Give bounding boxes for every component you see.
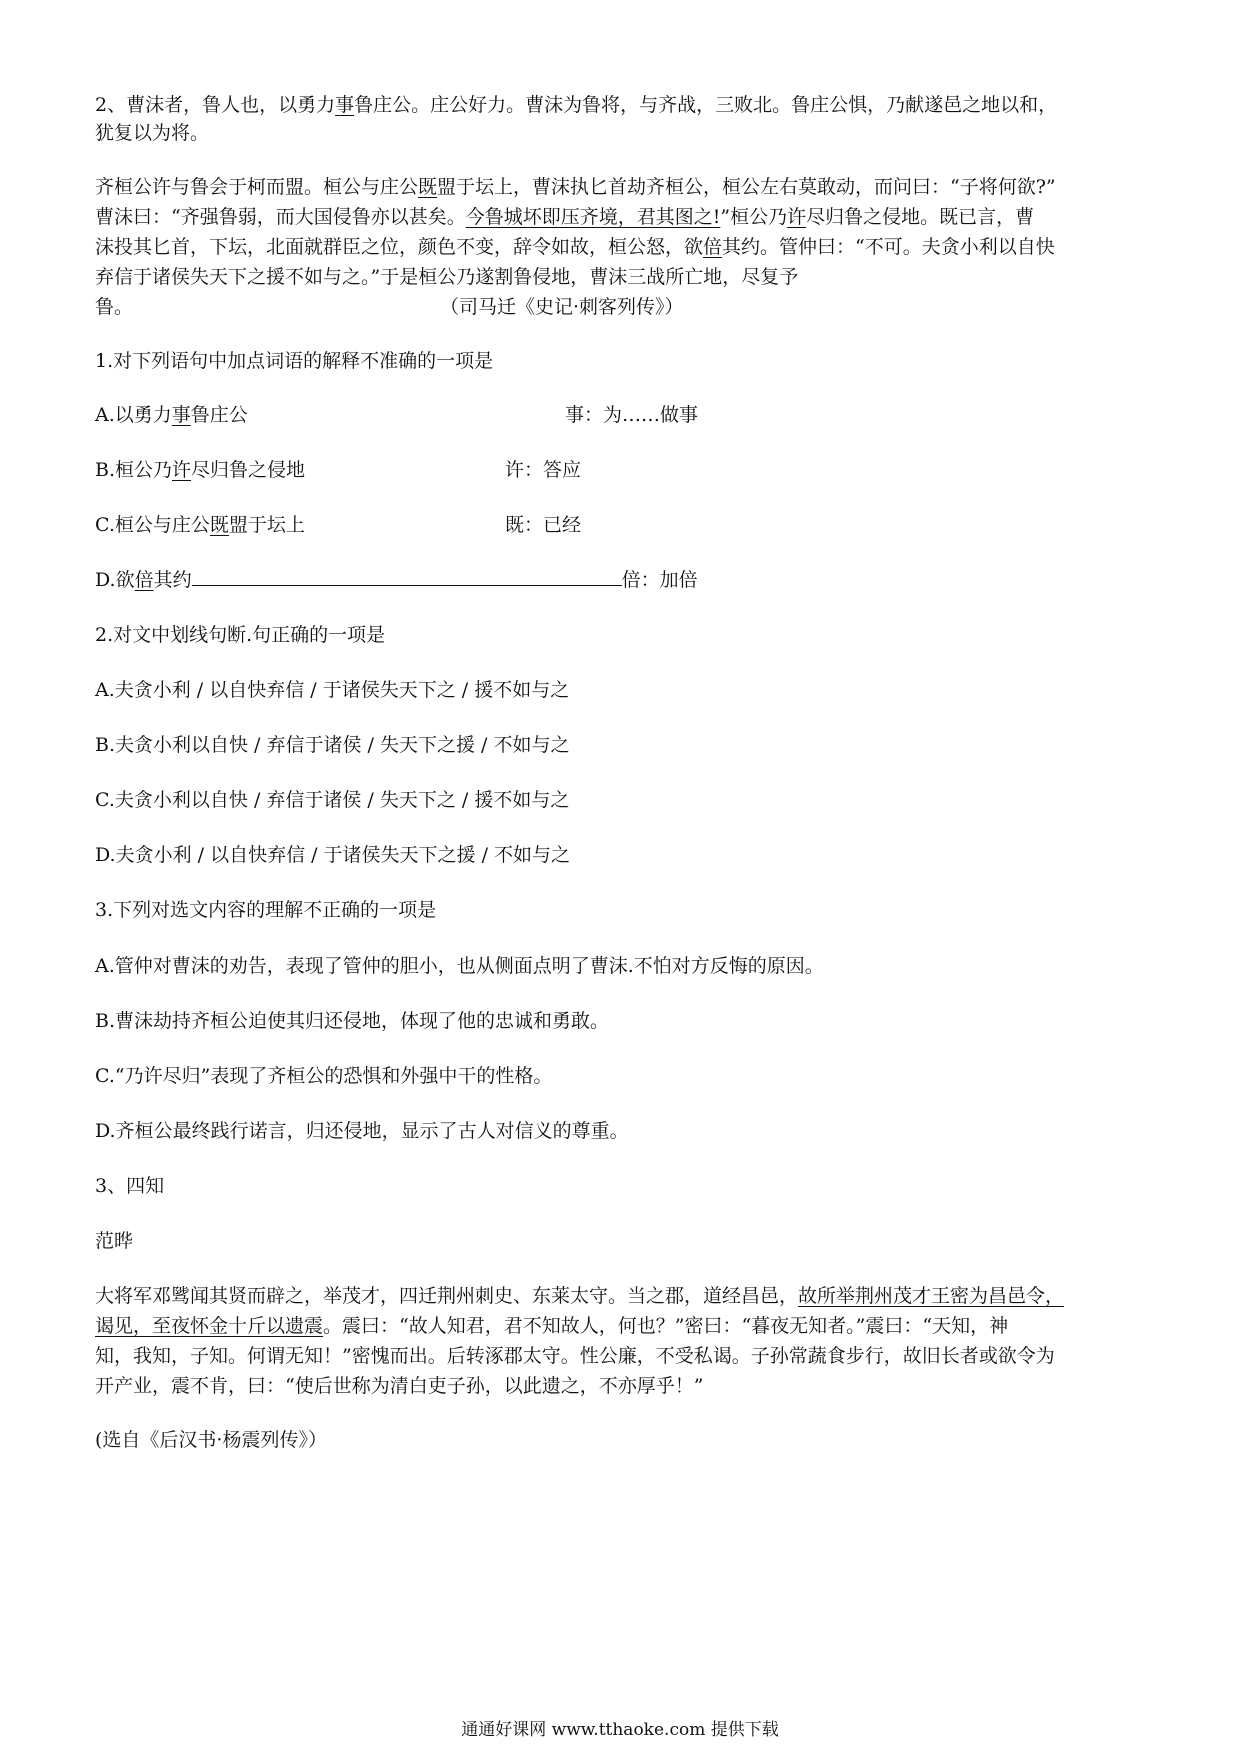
passage3-line: 谒见，至夜怀金十斤以遗震。震曰：“故人知君，君不知故人，何也？”密曰：“暮夜无知者。”震曰：“天知，神 (95, 1315, 1009, 1337)
author: 范晔 (95, 1230, 134, 1252)
option-c: C.夫贪小利以自快 / 弃信于诸侯 / 失天下之 / 援不如与之 (95, 789, 570, 811)
passage2-line: 鲁。 (95, 296, 134, 318)
passage2-line: 齐桓公许与鲁会于柯而盟。桓公与庄公既盟于坛上，曹沫执匕首劫齐桓公，桓公左右莫敢动，而问曰：“子将何欲?” (95, 176, 1056, 198)
source-citation: （司马迁《史记·刺客列传》） (440, 296, 684, 318)
question-stem: 3.下列对选文内容的理解不正确的一项是 (95, 899, 437, 921)
passage2-line: 犹复以为将。 (95, 122, 210, 144)
option-b-definition: 许：答应 (505, 459, 582, 481)
section-title: 3、四知 (95, 1175, 165, 1197)
marked-word: 许 (172, 459, 192, 481)
passage2-line: 2、曹沫者，鲁人也，以勇力事鲁庄公。庄公好力。曹沫为鲁将，与齐战，三败北。鲁庄公惧，乃献遂邑之地以和， (95, 94, 1058, 116)
option-c: C.“乃许尽归”表现了齐桓公的恐惧和外强中干的性格。 (95, 1065, 553, 1087)
marked-word: 事 (335, 94, 355, 116)
marked-word: 倍 (703, 236, 723, 258)
marked-word: 许 (787, 206, 807, 228)
marked-word: 既 (209, 514, 229, 536)
passage2-line: 曹沫曰：“齐强鲁弱，而大国侵鲁亦以甚矣。今鲁城坏即压齐境，君其图之!”桓公乃许尽归鲁之侵地。既已言，曹 (95, 206, 1035, 228)
question-stem: 2.对文中划线句断.句正确的一项是 (95, 624, 386, 646)
passage2-line: 弃信于诸侯失天下之援不如与之。”于是桓公乃遂割鲁侵地，曹沫三战所亡地，尽复予 (95, 266, 799, 288)
marked-word: 事 (171, 404, 191, 426)
option-c-definition: 既：已经 (505, 514, 582, 536)
option-a: A.夫贪小利 / 以自快弃信 / 于诸侯失天下之 / 援不如与之 (95, 679, 570, 701)
option-d: D.齐桓公最终践行诺言，归还侵地，显示了古人对信义的尊重。 (95, 1120, 629, 1142)
underlined-sentence: 谒见，至夜怀金十斤以遗震 (95, 1315, 324, 1337)
option-d: D.夫贪小利 / 以自快弃信 / 于诸侯失天下之援 / 不如与之 (95, 844, 571, 866)
marked-word: 倍 (134, 569, 154, 591)
question-stem: 1.对下列语句中加点词语的解释不准确的一项是 (95, 350, 494, 372)
option-d-definition: 倍：加倍 (621, 569, 698, 591)
option-b: B.桓公乃许尽归鲁之侵地 (95, 459, 306, 481)
passage3-line: 知，我知，子知。何谓无知！”密愧而出。后转涿郡太守。性公廉，不受私谒。子孙常蔬食步行，故旧长者或欲令为 (95, 1345, 1055, 1367)
marked-word: 既 (418, 176, 438, 198)
option-b: B.夫贪小利以自快 / 弃信于诸侯 / 失天下之援 / 不如与之 (95, 734, 570, 756)
option-b: B.曹沫劫持齐桓公迫使其归还侵地，体现了他的忠诚和勇敢。 (95, 1010, 610, 1032)
option-a-definition: 事：为……做事 (565, 404, 699, 426)
underlined-sentence: 故所举荆州茂才王密为昌邑令， (798, 1285, 1065, 1307)
passage2-line: 沫投其匕首，下坛，北面就群臣之位，颜色不变，辞令如故，桓公怒，欲倍其约。管仲曰：“不可。夫贪小利以自快 (95, 236, 1055, 258)
footer: 通通好课网 www.tthaoke.com 提供下载 (461, 1720, 779, 1740)
passage3-line: 开产业，震不肯，曰：“使后世称为清白吏子孙，以此遗之，不亦厚乎！” (95, 1375, 704, 1397)
underlined-sentence: 今鲁城坏即压齐境，君其图之! (465, 206, 721, 228)
option-c: C.桓公与庄公既盟于坛上 (95, 514, 305, 536)
underline-blank (192, 567, 622, 586)
option-d: D.欲倍其约 倍：加倍 (95, 569, 698, 591)
source-citation: (选自《后汉书·杨震列传》） (95, 1429, 327, 1451)
option-a: A.管仲对曹沫的劝告，表现了管仲的胆小，也从侧面点明了曹沫.不怕对方反悔的原因。 (95, 955, 824, 977)
option-a: A.以勇力事鲁庄公 (95, 404, 248, 426)
passage3-line: 大将军邓骘闻其贤而辟之，举茂才，四迁荆州刺史、东莱太守。当之郡，道经昌邑，故所举荆州茂才王密为昌邑令， (95, 1285, 1065, 1307)
